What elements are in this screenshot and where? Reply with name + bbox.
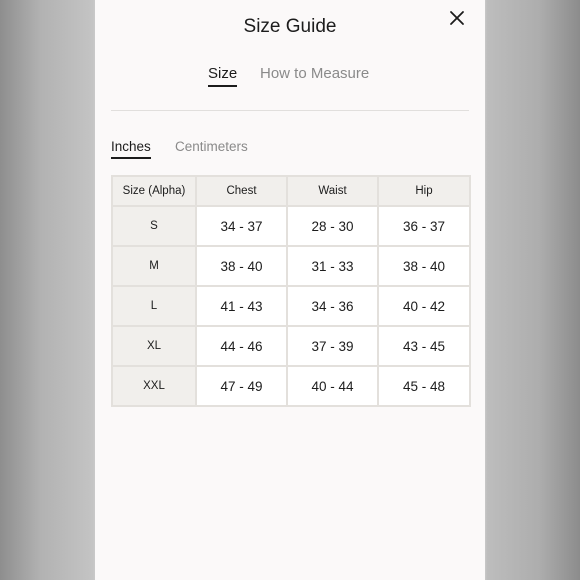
tab-inches[interactable]: Inches: [111, 138, 151, 159]
size-cell: M: [112, 246, 196, 286]
hip-cell: 36 - 37: [378, 206, 470, 246]
close-button[interactable]: [449, 10, 465, 26]
header-waist: Waist: [287, 176, 378, 206]
waist-cell: 37 - 39: [287, 326, 378, 366]
waist-cell: 28 - 30: [287, 206, 378, 246]
chest-cell: 47 - 49: [196, 366, 287, 406]
tab-centimeters[interactable]: Centimeters: [175, 139, 248, 154]
chest-cell: 38 - 40: [196, 246, 287, 286]
size-cell: XXL: [112, 366, 196, 406]
chest-cell: 34 - 37: [196, 206, 287, 246]
close-icon: [449, 10, 465, 26]
hip-cell: 45 - 48: [378, 366, 470, 406]
table-row: [112, 246, 470, 286]
table-row: [112, 326, 470, 366]
waist-cell: 40 - 44: [287, 366, 378, 406]
size-guide-modal: [95, 0, 485, 580]
tab-size[interactable]: Size: [208, 64, 237, 87]
size-table: [111, 175, 471, 407]
hip-cell: 38 - 40: [378, 246, 470, 286]
tab-how-to-measure[interactable]: How to Measure: [260, 65, 370, 82]
header-hip: Hip: [378, 176, 470, 206]
header-size-alpha: Size (Alpha): [112, 176, 196, 206]
size-cell: S: [112, 206, 196, 246]
hip-cell: 40 - 42: [378, 286, 470, 326]
waist-cell: 31 - 33: [287, 246, 378, 286]
table-row: [112, 206, 470, 246]
modal-title: Size Guide: [243, 16, 337, 37]
table-header-row: [112, 176, 470, 206]
table-row: [112, 366, 470, 406]
header-chest: Chest: [196, 176, 287, 206]
table-row: [112, 286, 470, 326]
chest-cell: 44 - 46: [196, 326, 287, 366]
hip-cell: 43 - 45: [378, 326, 470, 366]
waist-cell: 34 - 36: [287, 286, 378, 326]
size-cell: L: [112, 286, 196, 326]
unit-tabs: [95, 138, 485, 160]
size-cell: XL: [112, 326, 196, 366]
divider: [111, 110, 469, 111]
guide-tabs: [95, 64, 485, 88]
chest-cell: 41 - 43: [196, 286, 287, 326]
